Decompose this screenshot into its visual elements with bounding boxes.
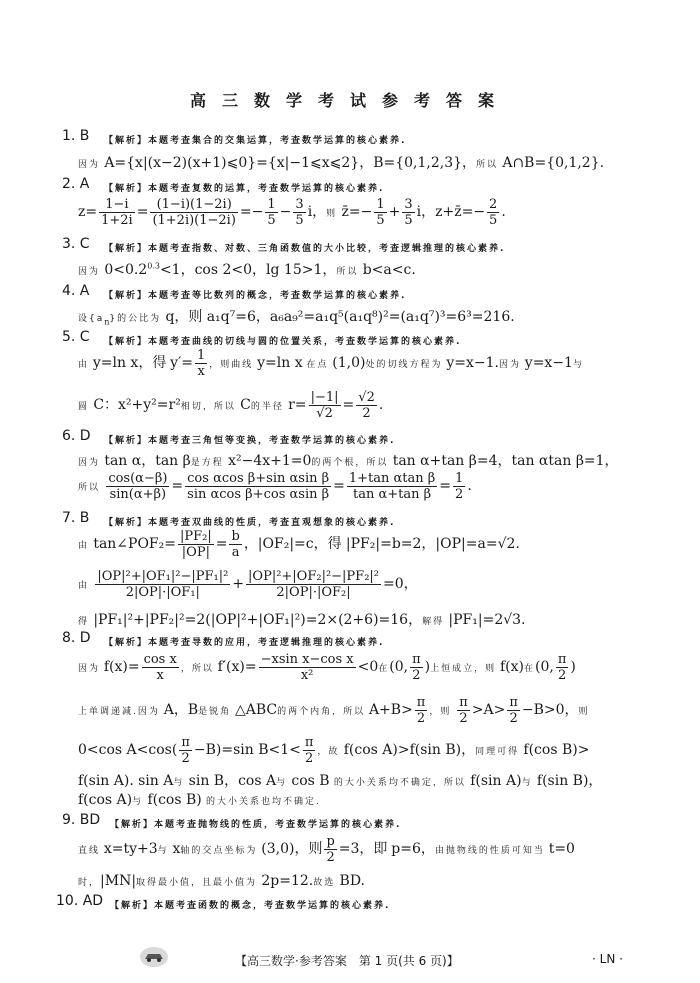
q7-line3: 得 |PF₁|²+|PF₂|²=2(|OP|²+|OF₁|²)=2×(2+6)=16，解得 |PF₁|=2√3.	[78, 612, 526, 628]
q6-line2: 所以 $\frac{\cos(\alpha-\beta)}{\sin(\alpha+\beta)}$ = $\frac{\text{cos αcos β+sin αsin β}}{\text{sin αcos β+cos αsin β}}$ = $\frac{\text{1+tan αtan β}}{\text{tan α+tan β}}$ = $\frac{1}{2}$ .	[78, 471, 472, 502]
q8-line5: f(cos A)与 f(cos B) 的大小关系也均不确定.	[78, 792, 321, 808]
q3-tag: 【解析】本题考查指数、对数、三角函数值的大小比较，考查逻辑推理的核心素养.	[104, 244, 506, 254]
q6-number: 6. D	[62, 428, 91, 444]
q7-line2: 由 $\frac{\text{|OP|²+|OF₁|²−|PF₁|²}}{\text{2|OP|·|OF₁|}}$ + $\frac{\text{|OP|²+|OF₂|²−|PF₂|²}}{\text{2|OP|·|OF₂|}}$ =0，	[78, 569, 418, 600]
q9-tag: 【解析】本题考查抛物线的性质，考查数学运算的核心素养.	[110, 820, 402, 830]
q4-number: 4. A	[62, 283, 90, 299]
q2-line1: z= $\frac{1-i}{1+2i}$ = $\frac{(1-i)(1-2i)}{(1+2i)(1-2i)}$ =− $\frac{1}{5}$ − $\frac{3}{5}$ i，则 z̄=− $\frac{1}{5}$ + $\frac{3}{5}$ i，z+z̄=− $\frac{2}{5}$ .	[78, 197, 506, 228]
q9-line2: 时，|MN|取得最小值，且最小值为 2p=12.故选 BD.	[78, 873, 366, 889]
q3-line1: 因为 $0<0.2^{0.3}<1$，cos 2<0，lg 15>1，所以 b<a<c.	[78, 261, 416, 278]
q7-tag: 【解析】本题考查双曲线的性质，考查直观想象的核心素养.	[104, 518, 396, 528]
q8-number: 8. D	[62, 630, 91, 646]
q8-tag: 【解析】本题考查导数的应用，考查逻辑推理的核心素养.	[104, 638, 385, 648]
q4-tag: 【解析】本题考查等比数列的概念，考查数学运算的核心素养.	[104, 291, 407, 301]
q2-tag: 【解析】本题考查复数的运算，考查数学运算的核心素养.	[104, 184, 385, 194]
q4-line1: 设$\{a_n\}$的公比为 q，则 a₁q⁷=6，a₆a₉²=a₁q⁵(a₁q⁸)²=(a₁q⁷)³=6³=216.	[78, 309, 515, 327]
page-title: 高三数学考试参考答案	[189, 91, 510, 110]
car-logo-icon	[139, 946, 169, 968]
q2-number: 2. A	[62, 176, 90, 192]
footer-code: · LN ·	[592, 952, 623, 966]
q8-line3: 0<cos A<cos( $\frac{\pi}{2}$ −B)=sin B<1< $\frac{\pi}{2}$ ，故 f(cos A)>f(sin B)，同理可得 f(cos B)>	[78, 735, 590, 766]
q5-line1: 由 y=ln x，得 y′= $\frac{1}{x}$ ，则曲线 y=ln x 在点 (1,0)处的切线方程为 y=x−1.因为 y=x−1与	[78, 348, 584, 379]
q7-number: 7. B	[62, 510, 90, 526]
q5-number: 5. C	[62, 329, 90, 345]
q5-line2: 圆 C：x²+y²=r²相切，所以 C的半径 r= $\frac{|-1|}{√2}$ = $\frac{√2}{2}$ .	[78, 390, 384, 421]
q9-number: 9. BD	[62, 812, 101, 828]
q6-line1: 因为 tan α，tan β是方程 x²−4x+1=0的两个根，所以 tan α+tan β=4，tan αtan β=1，	[78, 453, 619, 469]
q1-line1: 因为 A={x|(x−2)(x+1)⩽0}={x|−1⩽x⩽2}，B={0,1,2,3}，所以 A∩B={0,1,2}.	[78, 155, 605, 171]
footer-page-info: 【高三数学·参考答案 第 1 页(共 6 页)】	[235, 954, 459, 968]
q8-line4: f(sin A). sin A与 sin B，cos A与 cos B 的大小关系均不确定，所以 f(sin A)与 f(sin B)，	[78, 773, 603, 789]
q8-line1: 因为 f(x)= $\frac{\text{cos x}}{x}$ ，所以 f′(x)= $\frac{\text{−xsin x−cos x}}{\text{x²}}$ <0在(0, $\frac{\pi}{2}$ )上恒成立，则 f(x)在(0, $\frac{\pi}{2}$ )	[78, 652, 576, 683]
q1-number: 1. B	[62, 128, 90, 144]
q3-number: 3. C	[62, 236, 90, 252]
q6-tag: 【解析】本题考查三角恒等变换，考查数学运算的核心素养.	[104, 436, 396, 446]
q9-line1: 直线 x=ty+3与 x轴的交点坐标为 (3,0)，则 $\frac{p}{2}$ =3，即 p=6，由抛物线的性质可知当 t=0	[78, 834, 575, 865]
q10-tag: 【解析】本题考查函数的概念，考查数学运算的核心素养.	[110, 901, 391, 911]
q7-line1: 由 tan∠POF₂= $\frac{\text{|PF₂|}}{|OP|}$ = $\frac{b}{a}$ ，|OF₂|=c，得 |PF₂|=b=2，|OP|=a=√2.	[78, 529, 520, 560]
q8-line2: 上单调递减.因为 A，B是锐角 △ABC的两个内角，所以 A+B> $\frac{\pi}{2}$ ，则 $\frac{\pi}{2}$ >A> $\frac{\pi}{2}$ −B>0，则	[78, 695, 590, 726]
q1-tag: 【解析】本题考查集合的交集运算，考查数学运算的核心素养.	[104, 136, 407, 146]
q5-tag: 【解析】本题考查曲线的切线与圆的位置关系，考查数学运算的核心素养.	[104, 337, 462, 347]
q10-number: 10. AD	[56, 893, 104, 909]
